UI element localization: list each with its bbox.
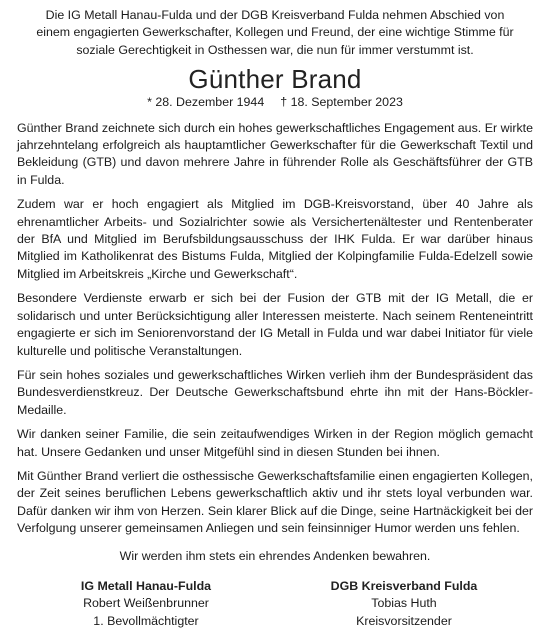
signature-role: Kreisvorsitzender bbox=[356, 613, 452, 628]
signature-person: Robert Weißenbrunner bbox=[83, 596, 209, 611]
intro-text: Die IG Metall Hanau-Fulda und der DGB Kreisverband Fulda nehmen Abschied von einem engagierten Gewerkschafter, Kollegen und Freund, der eine wichtige Stimme für soziale Gerechtigkeit in Osthessen war, die nun für immer verstummt ist. bbox=[36, 8, 514, 57]
signature-dgb bbox=[280, 578, 528, 630]
signature-person: Tobias Huth bbox=[371, 596, 437, 611]
closing-line: Wir werden ihm stets ein ehrendes Andenken bewahren. bbox=[119, 548, 431, 563]
signature-ig-metall bbox=[22, 578, 270, 630]
life-dates bbox=[17, 94, 533, 111]
paragraph-merger: Besondere Verdienste erwarb er sich bei der Fusion der GTB mit der IG Metall, die er solidarisch und unter Berücksichtigung aller Interessen meisterte. Nach seinem Renteneintritt engagierte er sich im Seniorenvorstand der IG Metall in Fulda und war dabei Initiator für viele kulturelle und politische Veranstaltungen. bbox=[17, 291, 533, 358]
signature-block bbox=[17, 578, 533, 630]
paragraph-career: Günther Brand zeichnete sich durch ein hohes gewerkschaftliches Engagement aus. Er wirkte jahrzehntelang erfolgreich als hauptamtlicher Gewerkschafter für die Gewerkschaft Textil und Bekleidung (GTB) und davon mehrere Jahre in führender Rolle als Geschäftsführer der GTB in Fulda. bbox=[17, 120, 533, 187]
death-date: † 18. September 2023 bbox=[280, 95, 403, 110]
paragraph-farewell: Mit Günther Brand verliert die osthessische Gewerkschaftsfamilie einen engagierten Kollegen, der Zeit seines beruflichen Lebens gewerkschaftlich aktiv und ihr stets loyal verbunden war. Dafür danken wir ihm von Herzen. Sein klarer Blick auf die Dinge, seine Hartnäckigkeit bei der Verfolgung unserer gemeinsamen Anliegen und sein feinsinniger Humor werden uns fehlen. bbox=[17, 468, 533, 536]
deceased-name: Günther Brand bbox=[188, 64, 362, 95]
signature-org: DGB Kreisverband Fulda bbox=[330, 578, 478, 593]
signature-role: 1. Bevollmächtigter bbox=[93, 613, 199, 628]
signature-org: IG Metall Hanau-Fulda bbox=[80, 578, 212, 593]
birth-date: * 28. Dezember 1944 bbox=[147, 95, 265, 110]
paragraph-engagement: Zudem war er hoch engagiert als Mitglied im DGB-Kreisvorstand, über 40 Jahre als ehrenamtlicher Arbeits- und Sozialrichter sowie als Versichertenältester und Rentenberater der BfA und Mitglied im Berufsbildungsausschuss der IHK Fulda. Er war darüber hinaus Mitglied im Katholikenrat des Bistums Fulda, Mitglied der Kolpingfamilie Fulda-Edelzell sowie Mitglied im Arbeitskreis „Kirche und Gewerkschaft“. bbox=[17, 197, 533, 281]
paragraph-family: Wir danken seiner Familie, die sein zeitaufwendiges Wirken in der Region möglich gemacht hat. Unsere Gedanken und unser Mitgefühl sind in diesen Stunden bei ihnen. bbox=[17, 427, 533, 459]
paragraph-honors: Für sein hohes soziales und gewerkschaftliches Wirken verlieh ihm der Bundespräsident das Bundesverdienstkreuz. Der Deutsche Gewerkschaftsbund ehrte ihn mit der Hans-Böckler-Medaille. bbox=[17, 367, 533, 417]
